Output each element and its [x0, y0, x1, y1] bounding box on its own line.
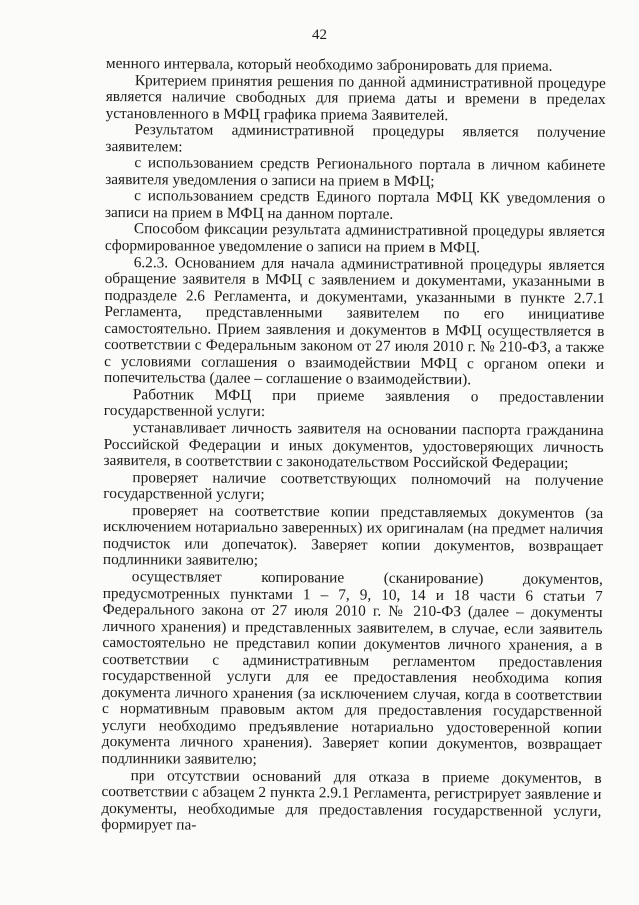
- paragraph: менного интервала, который необходимо забронировать для приема.: [105, 55, 553, 75]
- paragraph: устанавливает личность заявителя на основании паспорта гражданина Российской Федерации и иных документов, удостоверяющих личность заявителя, в соответствии с законодательством Российской Федерации;: [103, 419, 604, 472]
- body-text: [101, 56, 606, 837]
- paragraph: с использованием средств Единого портала МФЦ КК уведомления о записи на прием в МФЦ на данном портале.: [104, 187, 606, 223]
- paragraph: Способом фиксации результата административной процедуры является сформированное уведомление о записи на прием в МФЦ.: [104, 220, 605, 257]
- paragraph: проверяет на соответствие копии представляемых документов (за исключением нотариально заверенных) их оригиналам (на предмет наличия подчисток или допечаток). Заверяет копии документов, возвращает подлинники заявителю;: [102, 501, 604, 570]
- paragraph: при отсутствии оснований для отказа в приеме документов, в соответствии с абзацем 2 пункта 2.9.1 Регламента, регистрирует заявление и документы, необходимые для предоставления государственной услуги, формирует па-: [101, 766, 602, 834]
- paragraph: Работник МФЦ при приеме заявления о предоставлении государственной услуги:: [103, 386, 604, 421]
- paragraph: проверяет наличие соответствующих полномочий на получение государственной услуги;: [103, 468, 604, 504]
- paragraph: Результатом административной процедуры является получение заявителем:: [105, 121, 606, 156]
- paragraph: Критерием принятия решения по данной административной процедуре является наличие свободных для приема даты и времени в пределах установленного в МФЦ графика приема Заявителей.: [105, 71, 606, 124]
- paragraph: осуществляет копирование (сканирование) документов, предусмотренных пунктами 1 – 7, 9, 10, 14 и 18 части 6 статьи 7 Федерального закона от 27 июля 2010 г. № 210-ФЗ (далее – документы личного хранения) и представленных заявителем, в случае, если заявитель самостоятельно не представил копии документов личного хранения, а в соответствии с административным регламентом предоставления государственной услуги для ее предоставления необходима копия документа личного хранения (за исключением случая, когда в соответствии с нормативным правовым актом для предоставления государственной услуги необходимо предъявление нотариально удостоверенной копии документа личного хранения). Заверяет копии документов, возвращает подлинники заявителю;: [101, 568, 603, 768]
- page-number: 42: [312, 27, 327, 43]
- paragraph: 6.2.3. Основанием для начала административной процедуры является обращение заявителя в МФЦ с заявлением и документами, указанными в подразделе 2.6 Регламента, и документами, указанными в пункте 2.7.1 Регламента, представленными заявителем по его инициативе самостоятельно. Прием заявления и документов в МФЦ осуществляется в соответствии с Федеральным законом от 27 июля 2010 г. № 210-ФЗ, а также с условиями соглашения о взаимодействии МФЦ с органом опеки и попечительства (далее – соглашение о взаимодействии).: [103, 253, 605, 389]
- paragraph: с использованием средств Регионального портала в личном кабинете заявителя уведомления о записи на прием в МФЦ;: [105, 154, 606, 190]
